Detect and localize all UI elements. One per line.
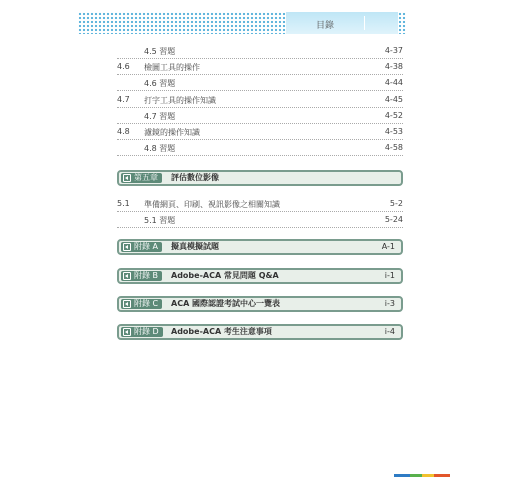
- chapter-arrow-icon: [123, 174, 131, 182]
- section-title: 檢圖工具的操作: [144, 63, 200, 72]
- toc-row[interactable]: [117, 124, 403, 140]
- toc-row[interactable]: [117, 59, 403, 75]
- section-title: 準備網頁、印刷、視訊影像之相關知識: [144, 200, 280, 209]
- section-number: 4.7: [117, 95, 130, 104]
- toc-tab: [286, 12, 398, 34]
- page-number: 5-24: [384, 215, 403, 224]
- appendix-d-banner[interactable]: [117, 324, 403, 340]
- page-number: 4-52: [384, 111, 403, 120]
- toc-row[interactable]: [117, 43, 403, 59]
- appendix-page: i-3: [384, 299, 395, 308]
- appendix-badge: [121, 327, 163, 337]
- header-dot-pattern-right: [398, 12, 406, 34]
- toc-tab-label: 目錄: [316, 21, 335, 31]
- appendix-title: 擬真模擬試題: [171, 242, 219, 251]
- section-title: 打字工具的操作知識: [144, 96, 216, 105]
- appendix-arrow-icon: [123, 272, 131, 280]
- appendix-badge: [121, 242, 162, 252]
- appendix-page: A-1: [381, 242, 395, 251]
- appendix-badge: [121, 271, 162, 281]
- section-title: 4.8 習題: [144, 144, 176, 153]
- tab-divider: [364, 16, 365, 30]
- appendix-c-banner[interactable]: [117, 296, 403, 312]
- page-number: 4-38: [384, 62, 403, 71]
- chapter-badge-label: 第五章: [134, 173, 158, 182]
- appendix-badge-label: 附錄 B: [134, 271, 159, 280]
- color-strip-red: [434, 474, 450, 477]
- appendix-a-banner[interactable]: [117, 239, 403, 255]
- appendix-arrow-icon: [123, 300, 131, 308]
- page-number: 4-53: [384, 127, 403, 136]
- appendix-title: Adobe-ACA 常見問題 Q&A: [171, 271, 279, 280]
- chapter-badge: [121, 173, 162, 183]
- toc-row[interactable]: [117, 92, 403, 108]
- color-strip-green: [410, 474, 422, 477]
- section-title: 4.6 習題: [144, 79, 176, 88]
- appendix-arrow-icon: [123, 328, 131, 336]
- page-number: 5-2: [389, 199, 403, 208]
- page-number: 4-58: [384, 143, 403, 152]
- header-dot-pattern: [78, 12, 286, 34]
- appendix-badge-label: 附錄 C: [134, 299, 159, 308]
- section-number: 5.1: [117, 199, 130, 208]
- section-title: 5.1 習題: [144, 216, 176, 225]
- toc-row[interactable]: [117, 212, 403, 228]
- appendix-arrow-icon: [123, 243, 131, 251]
- appendix-badge: [121, 299, 162, 309]
- appendix-badge-label: 附錄 A: [134, 242, 159, 251]
- section-title: 濾鏡的操作知識: [144, 128, 200, 137]
- section-title: 4.7 習題: [144, 112, 176, 121]
- toc-row[interactable]: [117, 108, 403, 124]
- chapter-banner[interactable]: [117, 170, 403, 186]
- toc-row[interactable]: [117, 196, 403, 212]
- appendix-page: i-1: [384, 271, 395, 280]
- section-number: 4.6: [117, 62, 130, 71]
- appendix-badge-label: 附錄 D: [134, 327, 159, 336]
- toc-row[interactable]: [117, 75, 403, 91]
- appendix-title: Adobe-ACA 考生注意事項: [171, 327, 272, 336]
- color-strip-blue: [394, 474, 410, 477]
- appendix-title: ACA 國際認證考試中心一覽表: [171, 299, 281, 308]
- page-number: 4-37: [384, 46, 403, 55]
- section-title: 4.5 習題: [144, 47, 176, 56]
- appendix-b-banner[interactable]: [117, 268, 403, 284]
- page-number: 4-44: [384, 78, 403, 87]
- page-number: 4-45: [384, 95, 403, 104]
- chapter-title: 評估數位影像: [171, 173, 219, 182]
- appendix-page: i-4: [384, 327, 395, 336]
- section-number: 4.8: [117, 127, 130, 136]
- color-strip: [394, 474, 450, 477]
- color-strip-yellow: [422, 474, 434, 477]
- toc-row[interactable]: [117, 140, 403, 156]
